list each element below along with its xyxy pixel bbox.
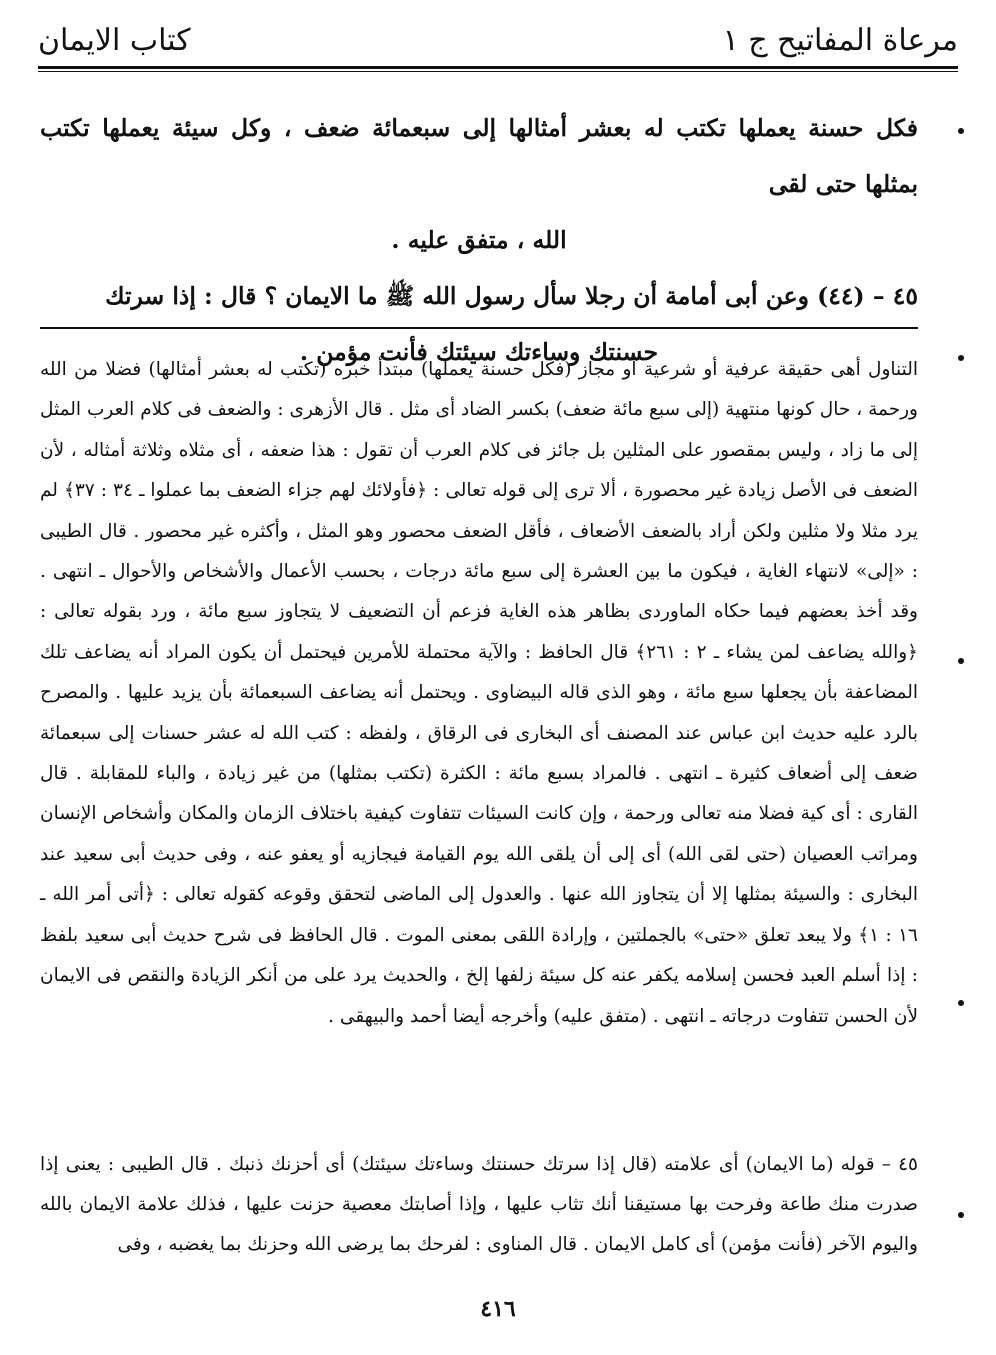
hadith-text bbox=[40, 100, 918, 380]
margin-mark bbox=[958, 1212, 964, 1218]
hadith-line: حسنتك وساءتك سيئتك فأنت مؤمن . bbox=[299, 338, 659, 366]
section-divider bbox=[40, 327, 918, 329]
margin-mark bbox=[958, 658, 964, 664]
margin-mark bbox=[958, 355, 964, 361]
commentary-paragraph: ٤٥ – قوله (ما الايمان) أى علامته (قال إذا سرتك حسنتك وساءتك سيئتك) أى أحزنك ذنبك . قال الطيبى : يعنى إذا صدرت منك طاعة وفرحت بها مستيقنا أنك تثاب عليها ، وإذا أصابتك معصية حزنت عليها ، فذلك علامة الايمان بالله واليوم الآخر (فأنت مؤمن) أى كامل الايمان . قال المناوى : لفرحك بما يرضى الله وحزنك بما يغضبه ، وفى bbox=[40, 1154, 918, 1255]
book-title: مرعاة المفاتيح ج ١ bbox=[722, 22, 958, 58]
chapter-title: كتاب الايمان bbox=[38, 22, 191, 58]
hadith-line: فكل حسنة يعملها تكتب له بعشر أمثالها إلى سبعمائة ضعف ، وكل سيئة يعملها تكتب بمثلها حتى لقى bbox=[40, 114, 918, 198]
running-header bbox=[38, 14, 958, 66]
hadith-line: ٤٥ – (٤٤) وعن أبى أمامة أن رجلا سأل رسول الله ﷺ ما الايمان ؟ قال : إذا سرتك bbox=[105, 282, 918, 310]
margin-mark bbox=[958, 1000, 964, 1006]
header-rule bbox=[38, 66, 958, 69]
header-rule-thin bbox=[38, 71, 958, 72]
commentary-paragraph: التناول أهى حقيقة عرفية أو شرعية أو مجاز (فكل حسنة يعملها) مبتدأ خبره (تكتب له بعشر أمثالها) فضلا من الله ورحمة ، حال كونها منتهية (إلى سبع مائة ضعف) بكسر الضاد أى مثل . قال الأزهرى : والضعف فى كلام العرب المثل إلى ما زاد ، وليس بمقصور على المثلين بل جائز فى كلام العرب أن تقول : هذا ضعفه ، أى مثلاه وثلاثة أمثاله ، لأن الضعف فى الأصل زيادة غير محصورة ، ألا ترى إلى قوله تعالى : ﴿فأولائك لهم جزاء الضعف بما عملوا ـ ٣٤ : ٣٧﴾ لم يرد مثلا ولا مثلين ولكن أراد بالضعف الأضعاف ، فأقل الضعف محصور وهو المثل ، وأكثره غير محصور . قال الطيبى : «إلى» لانتهاء الغاية ، فيكون ما بين العشرة إلى سبع مائة درجات ، بحسب الأعمال والأشخاص والأحوال ـ انتهى . وقد أخذ بعضهم فيما حكاه الماوردى بظاهر هذه الغاية فزعم أن التضعيف لا يتجاوز سبع مائة ، ورد بقوله تعالى : ﴿والله يضاعف لمن يشاء ـ ٢ : ٢٦١﴾ قال الحافظ : والآية محتملة للأمرين فيحتمل أن يكون المراد أنه يضاعف تلك المضاعفة بأن يجعلها سبع مائة ، وهو الذى قاله البيضاوى . ويحتمل أنه يضاعف السبعمائة بأن يزيد عليها . والمصرح بالرد عليه حديث ابن عباس عند المصنف أى البخارى فى الرقاق ، ولفظه : كتب الله له عشر حسنات إلى سبعمائة ضعف إلى أضعاف كثيرة ـ انتهى . فالمراد بسبع مائة : الكثرة (تكتب بمثلها) من غير زيادة ، والباء للمقابلة . قال القارى : أى كية فضلا منه تعالى ورحمة ، وإن كانت السيئات تتفاوت كيفية باختلاف الزمان والمكان وأشخاص الإنسان ومراتب العصيان (حتى لقى الله) أى إلى أن يلقى الله يوم القيامة فيجازيه أو يعفو عنه ، وفى حديث أبى سعيد عند البخارى : والسيئة بمثلها إلا أن يتجاوز الله عنها . والعدول إلى الماضى لتحقق وقوعه كقوله تعالى : ﴿أتى أمر الله ـ ١٦ : ١﴾ ولا يبعد تعلق «حتى» بالجملتين ، وإرادة اللقى بمعنى الموت . قال الحافظ فى شرح حديث أبى سعيد بلفظ : إذا أسلم العبد فحسن إسلامه يكفر عنه كل سيئة زلفها إلخ ، والحديث يرد على من أنكر الزيادة والنقص فى الايمان لأن الحسن تتفاوت درجاته ـ انتهى . (متفق عليه) وأخرجه أيضا أحمد والبيهقى . bbox=[40, 359, 919, 1027]
page-number: ٤١٦ bbox=[480, 1296, 516, 1322]
hadith-line: الله ، متفق عليه . bbox=[391, 226, 567, 254]
commentary-text bbox=[40, 350, 918, 1037]
margin-mark bbox=[958, 128, 964, 134]
commentary-hadith-45 bbox=[40, 1145, 918, 1265]
